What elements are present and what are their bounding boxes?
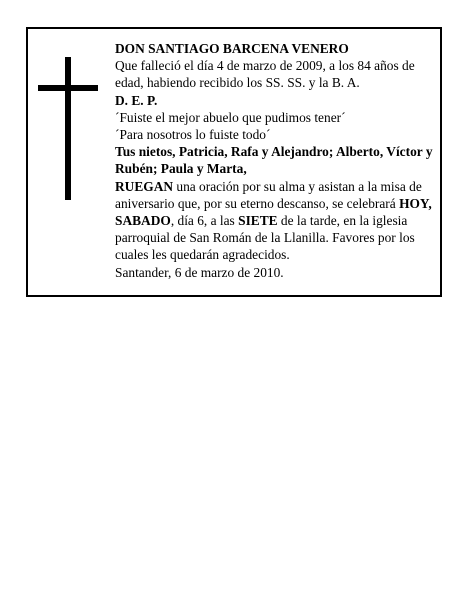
- obituary-notice: [26, 27, 442, 297]
- family-members: Tus nietos, Patricia, Rafa y Alejandro; Alberto, Víctor y Rubén; Paula y Marta,: [115, 144, 433, 177]
- mass-request: [115, 178, 437, 264]
- place-date: Santander, 6 de marzo de 2010.: [115, 264, 284, 280]
- request-text-2: , día 6, a las: [170, 213, 239, 229]
- request-text-1: una oración por su alma y asistan a la misa de aniversario que, por su eterno descanso, se celebrará: [115, 178, 422, 211]
- death-details: Que falleció el día 4 de marzo de 2009, a los 84 años de edad, habiendo recibido los SS. SS. y la B. A.: [115, 58, 415, 91]
- quote-line-1: ´Fuiste el mejor abuelo que pudimos tener´: [115, 109, 346, 125]
- cross-vertical-bar: [65, 57, 71, 200]
- notice-text: [115, 40, 437, 281]
- deceased-name: DON SANTIAGO BARCENA VENERO: [115, 41, 349, 56]
- hoy-sabado: HOY, SABADO: [115, 195, 432, 229]
- ruegan-word: RUEGAN: [115, 178, 174, 194]
- request-text-3: de la tarde, en la iglesia parroquial de San Román de la Llanilla. Favores por los cuales les quedarán agradecidos.: [115, 213, 415, 263]
- cross-horizontal-bar: [38, 85, 98, 91]
- rip-line: D. E. P.: [115, 92, 158, 108]
- cross-icon: [38, 57, 98, 200]
- quote-line-2: ´Para nosotros lo fuiste todo´: [115, 127, 271, 143]
- siete-time: SIETE: [238, 213, 278, 229]
